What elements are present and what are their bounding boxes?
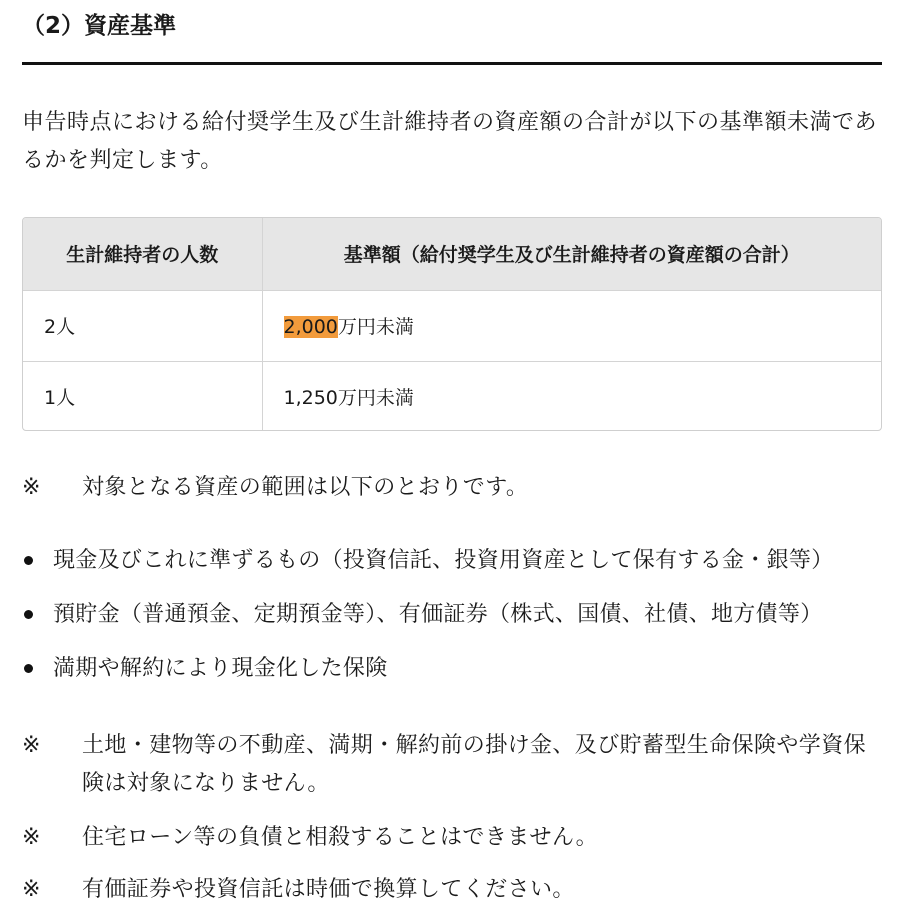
intro-paragraph: 申告時点における給付奨学生及び生計維持者の資産額の合計が以下の基準額未満であるかを判定します。 xyxy=(22,110,878,173)
bullet-dot xyxy=(24,664,33,673)
header-threshold: 基準額（給付奨学生及び生計維持者の資産額の合計） xyxy=(262,218,881,290)
table-row xyxy=(23,290,881,361)
note-mark: ※ xyxy=(22,877,41,902)
note-mark: ※ xyxy=(22,475,41,500)
note-mark: ※ xyxy=(22,733,41,758)
heading-divider xyxy=(22,62,882,65)
note-text: 住宅ローン等の負債と相殺することはできません。 xyxy=(82,825,599,850)
note-text: 有価証券や投資信託は時価で換算してください。 xyxy=(82,877,575,902)
cell-amount xyxy=(262,361,881,431)
amount-text: 1,250万円未満 xyxy=(283,387,414,410)
note-excluded-assets xyxy=(22,727,882,803)
note-mark: ※ xyxy=(22,825,41,850)
amount-suffix: 万円未満 xyxy=(337,316,414,338)
table-header-row xyxy=(23,218,881,290)
section-heading: （2）資産基準 xyxy=(22,13,177,39)
note-no-offset xyxy=(22,819,882,857)
table-row xyxy=(23,361,881,431)
bullet-dot xyxy=(24,610,33,619)
cell-persons: 2人 xyxy=(23,290,262,361)
list-item-text: 満期や解約により現金化した保険 xyxy=(53,656,388,681)
cell-amount xyxy=(262,290,881,361)
list-item-text: 現金及びこれに準ずるもの（投資信託、投資用資産として保有する金・銀等） xyxy=(53,548,834,573)
list-item xyxy=(22,650,892,688)
list-item xyxy=(22,596,892,634)
cell-persons: 1人 xyxy=(23,361,262,431)
asset-criteria-table xyxy=(22,217,882,431)
highlighted-amount: 2,000 xyxy=(283,316,338,338)
list-item xyxy=(22,542,892,580)
note-asset-scope xyxy=(22,469,882,507)
note-text: 土地・建物等の不動産、満期・解約前の掛け金、及び貯蓄型生命保険や学資保険は対象になりません。 xyxy=(82,733,867,796)
note-text: 対象となる資産の範囲は以下のとおりです。 xyxy=(82,475,529,500)
bullet-dot xyxy=(24,556,33,565)
list-item-text: 預貯金（普通預金、定期預金等）、有価証券（株式、国債、社債、地方債等） xyxy=(53,602,823,627)
note-market-value xyxy=(22,871,882,909)
header-household-count: 生計維持者の人数 xyxy=(23,218,262,290)
